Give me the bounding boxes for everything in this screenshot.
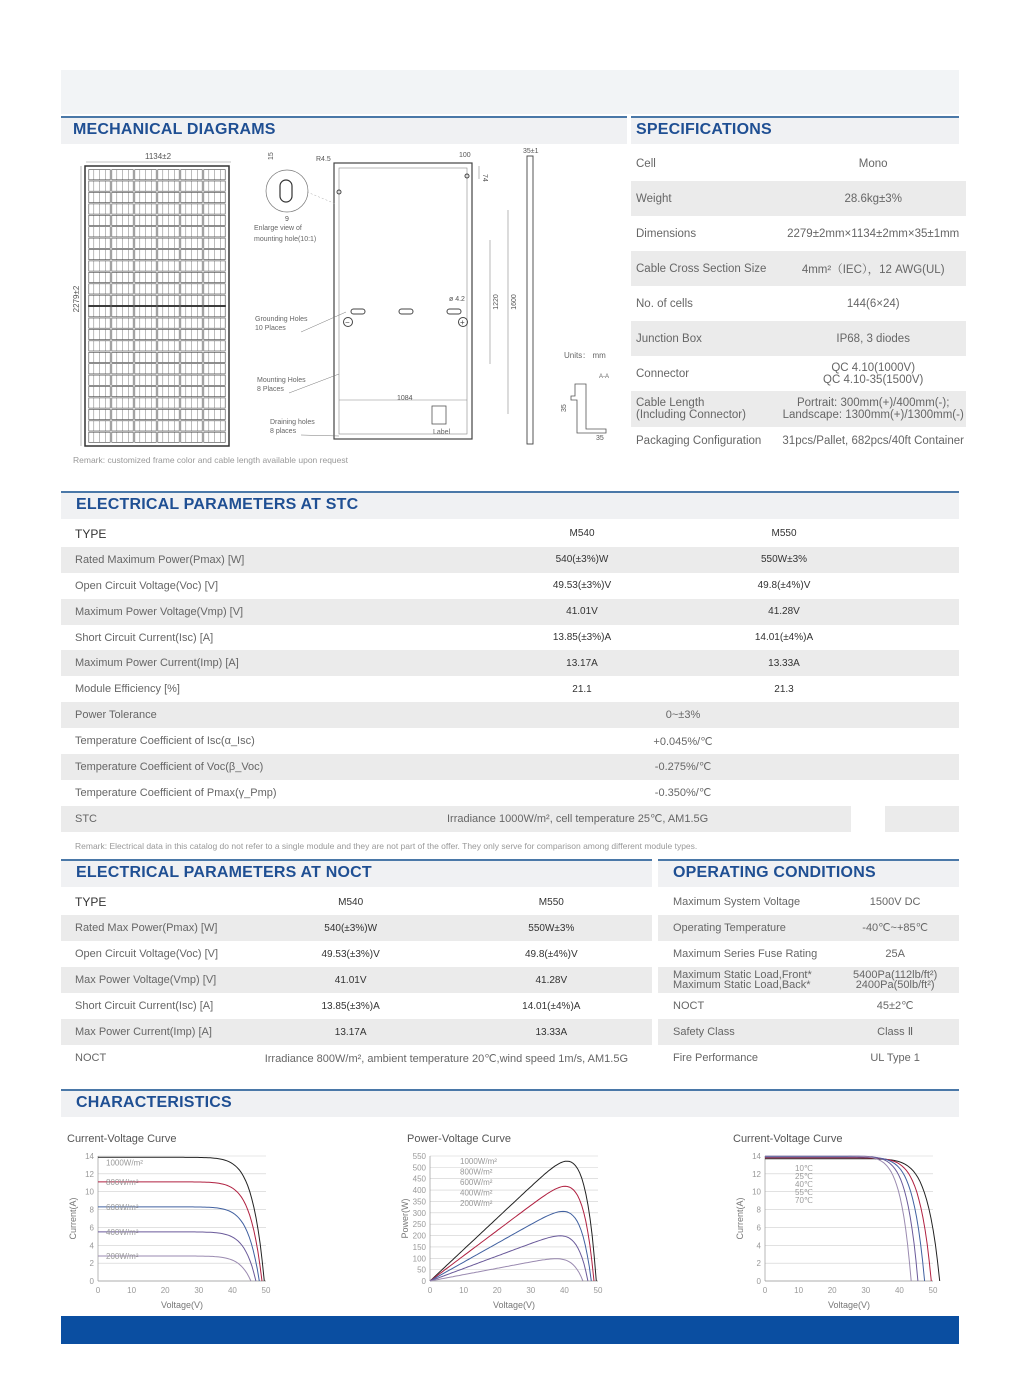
spec-value-text: IP68, 3 diodes (836, 332, 910, 345)
x-tick-label: 0 (95, 1286, 101, 1295)
noct-row-label: Short Circuit Current(Isc) [A] (75, 1000, 214, 1012)
operating-header (658, 859, 959, 887)
noct-value-m540: 13.85(±3%)A (321, 1000, 380, 1012)
spec-value (780, 321, 966, 356)
spec-row (631, 216, 966, 251)
stc-row (61, 625, 959, 651)
label-box: Label (433, 429, 451, 436)
stc-value-m550: 550W±3% (683, 547, 885, 573)
operating-value-text: 5400Pa(112lb/ft²) (853, 969, 938, 981)
spec-value-text: 4mm²（IEC），12 AWG(UL) (801, 263, 945, 276)
svg-text:+: + (460, 318, 465, 327)
stc-span-row (61, 728, 959, 754)
noct-row-label: Max Power Current(Imp) [A] (61, 1019, 251, 1045)
spec-label (631, 216, 780, 251)
stc-spacer (885, 676, 959, 702)
mechanical-title: MECHANICAL DIAGRAMS (73, 121, 276, 138)
x-tick-label: 50 (928, 1286, 938, 1295)
noct-model-m540: M540 (338, 896, 364, 908)
chart3-title: Current-Voltage Curve (733, 1133, 843, 1145)
stc-model-m550: M550 (771, 528, 797, 540)
panel-side (527, 156, 533, 444)
y-tick-label: 4 (89, 1241, 94, 1251)
legend-label: 25℃ (795, 1172, 813, 1181)
stc-row-label: Short Circuit Current(Isc) [A] (75, 631, 214, 644)
stc-row-label: Power Tolerance (61, 702, 481, 728)
operating-value-text: -40℃~+85℃ (862, 922, 928, 934)
y-tick-label: 14 (752, 1152, 761, 1161)
spec-label (631, 391, 780, 427)
characteristics-header (61, 1089, 959, 1117)
operating-row (658, 993, 959, 1019)
footer-bar (61, 1316, 959, 1344)
hole-height: 15 (268, 152, 275, 160)
stc-spacer (885, 702, 959, 728)
stc-value-m540: 49.53(±3%)V (552, 580, 612, 592)
noct-value-m540: 49.53(±3%)V (321, 948, 380, 960)
stc-value-m550: 21.3 (774, 683, 794, 695)
operating-row (658, 967, 959, 993)
noct-model-m550: M550 (538, 896, 564, 908)
stc-title: ELECTRICAL PARAMETERS AT STC (76, 496, 359, 513)
y-tick-label: 150 (412, 1242, 426, 1252)
spec-value (780, 251, 966, 286)
series-line (765, 1156, 911, 1281)
spec-label-text: Weight (636, 192, 672, 205)
y-tick-label: 10 (85, 1187, 94, 1197)
y-tick-label: 450 (412, 1174, 426, 1184)
stc-spacer (885, 599, 959, 625)
specifications-title: SPECIFICATIONS (636, 121, 772, 138)
x-tick-label: 0 (427, 1286, 433, 1295)
noct-value-m550: 41.28V (451, 967, 652, 993)
stc-row-label: Maximum Power Current(Imp) [A] (61, 650, 481, 676)
x-axis-label: Voltage(V) (160, 1300, 204, 1310)
spec-row (631, 181, 966, 216)
noct-row (61, 993, 652, 1019)
spec-value (780, 181, 966, 216)
operating-label (658, 889, 831, 915)
operating-row (658, 1019, 959, 1045)
noct-value-m550: 550W±3% (451, 915, 652, 941)
y-tick-label: 250 (412, 1220, 426, 1230)
stc-row (61, 676, 959, 702)
x-axis-label: Voltage(V) (827, 1300, 871, 1310)
operating-value (831, 941, 959, 967)
stc-row-label: Open Circuit Voltage(Voc) [V] (75, 579, 219, 592)
y-tick-label: 550 (412, 1152, 426, 1161)
stc-span-value: -0.350%/℃ (654, 787, 712, 800)
noct-condition-row (61, 1045, 652, 1071)
operating-value (831, 1019, 959, 1045)
operating-value-text: UL Type 1 (870, 1052, 920, 1064)
spec-value (780, 286, 966, 321)
top-band (61, 70, 959, 114)
spec-row (631, 321, 966, 356)
operating-table (658, 889, 959, 1071)
operating-label-text: NOCT (673, 1000, 705, 1012)
spec-label-text: Dimensions (636, 227, 697, 240)
operating-label-text: Maximum Series Fuse Rating (673, 948, 818, 960)
stc-row-label: Temperature Coefficient of Voc(β_Voc) (61, 754, 481, 780)
stc-span-row (61, 780, 959, 806)
stc-row (61, 547, 959, 573)
stc-spacer (885, 521, 959, 547)
operating-value (831, 1045, 959, 1071)
stc-value-m540: 21.1 (572, 683, 592, 695)
spec-value (780, 356, 966, 391)
operating-value-text: 25A (885, 948, 905, 960)
iv-temp-chart (731, 1148, 941, 1313)
y-tick-label: 12 (85, 1169, 94, 1179)
y-axis-label: Current(A) (735, 1197, 745, 1240)
y-tick-label: 10 (752, 1187, 761, 1197)
spec-label (631, 181, 780, 216)
spec-row (631, 427, 966, 455)
dim-1084: 1084 (397, 395, 413, 402)
operating-label-text: Maximum System Voltage (673, 896, 801, 908)
operating-value-text: 45±2℃ (876, 1000, 914, 1012)
noct-type-label: TYPE (75, 895, 107, 909)
spec-label-text: Junction Box (636, 332, 702, 345)
noct-title: ELECTRICAL PARAMETERS AT NOCT (76, 864, 372, 881)
x-tick-label: 40 (559, 1286, 569, 1295)
spec-label-text: (Including Connector) (636, 409, 746, 421)
x-axis-label: Voltage(V) (492, 1300, 536, 1310)
y-tick-label: 12 (752, 1169, 761, 1179)
y-tick-label: 400 (412, 1186, 426, 1196)
stc-value-m550: 49.8(±4%)V (757, 580, 811, 592)
dim-1600: 1600 (511, 294, 518, 310)
mechanical-drawing (61, 144, 627, 470)
spec-label (631, 427, 780, 455)
y-tick-label: 6 (756, 1223, 761, 1233)
frame-section (571, 384, 606, 433)
x-tick-label: 20 (827, 1286, 837, 1295)
stc-spacer (885, 754, 959, 780)
draining-line2: 8 places (270, 428, 297, 435)
noct-row (61, 915, 652, 941)
operating-label-text: Maximum Static Load,Back* (673, 979, 811, 991)
legend-label: 10℃ (795, 1164, 813, 1173)
stc-remark: Remark: Electrical data in this catalog do not refer to a single module and they are not part of the offer. They only serve for comparison among different module types. (75, 841, 698, 851)
x-tick-label: 10 (459, 1286, 469, 1295)
y-tick-label: 6 (89, 1223, 94, 1233)
spec-label (631, 146, 780, 181)
x-tick-label: 0 (762, 1286, 768, 1295)
specifications-header (631, 116, 959, 144)
y-axis-label: Current(A) (68, 1197, 78, 1240)
stc-row-label: Maximum Power Voltage(Vmp) [V] (61, 599, 481, 625)
dim-phi: ø 4.2 (449, 296, 465, 303)
legend-label: 800W/m² (106, 1177, 139, 1187)
spec-value-text: Mono (858, 157, 888, 170)
stc-row-label: Rated Maximum Power(Pmax) [W] (61, 547, 481, 573)
x-tick-label: 30 (194, 1286, 204, 1295)
legend-label: 400W/m² (460, 1188, 493, 1198)
stc-spacer (885, 780, 959, 806)
series-line (765, 1158, 931, 1281)
noct-header (61, 859, 652, 887)
mounting-line1: Mounting Holes (257, 377, 306, 384)
stc-header (61, 491, 959, 519)
x-tick-label: 40 (894, 1286, 904, 1295)
stc-span-row (61, 754, 959, 780)
spec-label (631, 356, 780, 391)
units: Units： mm (564, 351, 606, 360)
x-tick-label: 20 (160, 1286, 170, 1295)
spec-label (631, 286, 780, 321)
characteristics-title: CHARACTERISTICS (76, 1094, 232, 1111)
stc-value-m550: 13.33A (683, 650, 885, 676)
stc-spacer (885, 650, 959, 676)
stc-type-label: TYPE (75, 526, 107, 541)
spec-value-text: Portrait: 300mm(+)/400mm(-); (796, 397, 950, 409)
pv-curve-chart (396, 1148, 606, 1313)
noct-row-label: Max Power Voltage(Vmp) [V] (61, 967, 251, 993)
spec-label-text: Cable Cross Section Size (636, 262, 767, 275)
operating-label-text: Safety Class (673, 1026, 735, 1038)
y-tick-label: 2 (756, 1259, 761, 1269)
dim-100: 100 (459, 152, 471, 159)
stc-row (61, 599, 959, 625)
operating-row (658, 941, 959, 967)
spec-label-text: No. of cells (636, 297, 693, 310)
operating-label (658, 915, 831, 941)
noct-row (61, 941, 652, 967)
height-dim: 2279±2 (72, 285, 81, 313)
dim-74: 74 (481, 174, 488, 182)
operating-value (831, 889, 959, 915)
spec-value-text: 2279±2mm×1134±2mm×35±1mm (787, 227, 960, 240)
dim-35b: 35 (596, 435, 604, 442)
legend-label: 55℃ (795, 1188, 813, 1197)
operating-label-text: Maximum Static Load,Front* (673, 969, 812, 981)
y-tick-label: 50 (417, 1265, 426, 1275)
grounding-line2: 10 Places (255, 325, 286, 332)
hole-width: 9 (285, 216, 289, 223)
y-tick-label: 8 (89, 1205, 94, 1215)
stc-row-label: Temperature Coefficient of Isc(α_Isc) (75, 735, 255, 748)
legend-label: 70℃ (795, 1196, 813, 1205)
aa-label: A-A (599, 374, 610, 380)
dim-35-1: 35±1 (523, 148, 539, 155)
width-dim: 1134±2 (144, 152, 172, 161)
y-axis-label: Power(W) (400, 1198, 410, 1239)
legend-label: 600W/m² (106, 1202, 139, 1212)
legend-label: 40℃ (795, 1180, 813, 1189)
stc-spacer (885, 728, 959, 754)
mechanical-remark: Remark: customized frame color and cable length available upon request (73, 455, 348, 465)
iv-curve-chart (64, 1148, 274, 1313)
dim-1220: 1220 (493, 294, 500, 310)
specifications-table (631, 146, 966, 455)
stc-value-m540: 13.17A (481, 650, 683, 676)
y-tick-label: 2 (89, 1259, 94, 1269)
x-tick-label: 10 (794, 1286, 804, 1295)
spec-label (631, 251, 780, 286)
operating-value (831, 915, 959, 941)
x-tick-label: 30 (861, 1286, 871, 1295)
x-tick-label: 30 (526, 1286, 536, 1295)
spec-value-text: Landscape: 1300mm(+)/1300mm(-) (782, 409, 964, 421)
spec-row (631, 146, 966, 181)
stc-table (61, 521, 959, 832)
stc-row-label: Module Efficiency [%] (75, 683, 180, 696)
spec-value (780, 427, 966, 455)
noct-value-m540: 41.01V (251, 967, 451, 993)
draining-line1: Draining holes (270, 419, 315, 426)
series-line (765, 1159, 940, 1281)
spec-value-text: QC 4.10-35(1500V) (823, 373, 924, 386)
stc-value-m550: 41.28V (683, 599, 885, 625)
y-tick-label: 0 (421, 1277, 426, 1286)
stc-value-m540: 540(±3%)W (481, 547, 683, 573)
hole-radius: R4.5 (316, 156, 331, 163)
x-tick-label: 50 (261, 1286, 271, 1295)
y-tick-label: 4 (756, 1241, 761, 1251)
legend-label: 400W/m² (106, 1227, 139, 1237)
operating-value-text: 2400Pa(50lb/ft²) (855, 979, 935, 991)
x-tick-label: 10 (127, 1286, 137, 1295)
x-tick-label: 50 (593, 1286, 603, 1295)
operating-row (658, 889, 959, 915)
y-tick-label: 350 (412, 1197, 426, 1207)
operating-title: OPERATING CONDITIONS (673, 864, 876, 881)
y-tick-label: 300 (412, 1208, 426, 1218)
stc-value-m540: 41.01V (481, 599, 683, 625)
legend-label: 1000W/m² (460, 1157, 497, 1166)
stc-span-value: 0~±3% (481, 702, 885, 728)
operating-label (658, 993, 831, 1019)
noct-row (61, 967, 652, 993)
operating-value-text: 1500V DC (869, 896, 921, 908)
stc-value-m550: 14.01(±4%)A (754, 632, 814, 643)
spec-label-text: Connector (636, 367, 690, 380)
stc-span-value: Irradiance 1000W/m², cell temperature 25℃, AM1.5G (447, 806, 851, 832)
grounding-line1: Grounding Holes (255, 316, 308, 323)
chart1-title: Current-Voltage Curve (67, 1133, 177, 1145)
operating-value-text: Class Ⅱ (877, 1026, 914, 1038)
series-line (765, 1156, 918, 1281)
noct-header-row (61, 889, 652, 915)
operating-label-text: Fire Performance (673, 1052, 758, 1064)
x-tick-label: 20 (492, 1286, 502, 1295)
operating-label-text: Operating Temperature (673, 922, 786, 934)
y-tick-label: 100 (412, 1254, 426, 1264)
mounting-line2: 8 Places (257, 386, 284, 393)
spec-value (780, 216, 966, 251)
spec-value-text: 144(6×24) (846, 297, 900, 310)
spec-row (631, 286, 966, 321)
noct-row-label: Rated Max Power(Pmax) [W] (61, 915, 251, 941)
legend-label: 200W/m² (460, 1199, 493, 1208)
spec-row (631, 391, 966, 427)
operating-label (658, 1019, 831, 1045)
spec-row (631, 356, 966, 391)
stc-row-label: STC (61, 806, 481, 832)
y-tick-label: 500 (412, 1163, 426, 1173)
spec-value-text: QC 4.10(1000V) (831, 361, 916, 374)
operating-label (658, 1045, 831, 1071)
stc-model-m540: M540 (569, 528, 595, 540)
noct-row-label: Open Circuit Voltage(Voc) [V] (75, 948, 219, 960)
stc-header-row (61, 521, 959, 547)
stc-spacer (885, 625, 959, 651)
enlarge-line2: mounting hole(10:1) (254, 236, 317, 243)
noct-row-label: NOCT (75, 1052, 107, 1064)
series-line (430, 1211, 591, 1281)
stc-spacer (885, 547, 959, 573)
stc-spacer (885, 806, 959, 832)
spec-row (631, 251, 966, 286)
stc-spacer (885, 573, 959, 599)
noct-condition-value: Irradiance 800W/m², ambient temperature 20℃,wind speed 1m/s, AM1.5G (264, 1052, 628, 1065)
x-tick-label: 40 (227, 1286, 237, 1295)
y-tick-label: 8 (756, 1205, 761, 1215)
legend-label: 1000W/m² (106, 1158, 143, 1168)
legend-label: 600W/m² (460, 1178, 493, 1187)
series-line (765, 1157, 925, 1281)
noct-value-m540: 540(±3%)W (251, 915, 451, 941)
operating-label (658, 941, 831, 967)
legend-label: 200W/m² (106, 1252, 139, 1261)
series-line (98, 1207, 259, 1281)
operating-value (831, 993, 959, 1019)
spec-value (780, 146, 966, 181)
operating-label (658, 967, 831, 993)
svg-text:−: − (345, 318, 350, 327)
stc-row (61, 650, 959, 676)
stc-span-row (61, 806, 959, 832)
noct-value-m550: 14.01(±4%)A (522, 1000, 581, 1012)
noct-row (61, 1019, 652, 1045)
spec-value-text: 31pcs/Pallet, 682pcs/40ft Container (782, 435, 964, 447)
spec-label-text: Cable Length (636, 397, 705, 409)
mechanical-header (61, 116, 627, 144)
stc-row-label: Temperature Coefficient of Pmax(γ_Pmp) (75, 786, 277, 799)
operating-value (831, 967, 959, 993)
spec-value (780, 391, 966, 427)
noct-table (61, 889, 652, 1071)
operating-row (658, 915, 959, 941)
dim-35a: 35 (561, 404, 568, 412)
noct-value-m540: 13.17A (251, 1019, 451, 1045)
stc-value-m540: 13.85(±3%)A (552, 632, 612, 643)
stc-span-row (61, 702, 959, 728)
stc-span-value: +0.045%/℃ (653, 735, 713, 748)
y-tick-label: 0 (89, 1277, 94, 1286)
operating-row (658, 1045, 959, 1071)
noct-value-m550: 49.8(±4%)V (524, 948, 578, 960)
y-tick-label: 200 (412, 1231, 426, 1241)
spec-label-text: Packaging Configuration (636, 435, 762, 447)
stc-row (61, 573, 959, 599)
legend-label: 800W/m² (460, 1167, 493, 1177)
spec-label (631, 321, 780, 356)
noct-value-m550: 13.33A (451, 1019, 652, 1045)
y-tick-label: 0 (756, 1277, 761, 1286)
stc-span-value: -0.275%/℃ (481, 754, 885, 780)
spec-label-text: Cell (636, 157, 656, 170)
y-tick-label: 14 (85, 1152, 94, 1161)
enlarge-line1: Enlarge view of (254, 225, 302, 232)
chart2-title: Power-Voltage Curve (407, 1133, 511, 1145)
spec-value-text: 28.6kg±3% (844, 192, 902, 205)
